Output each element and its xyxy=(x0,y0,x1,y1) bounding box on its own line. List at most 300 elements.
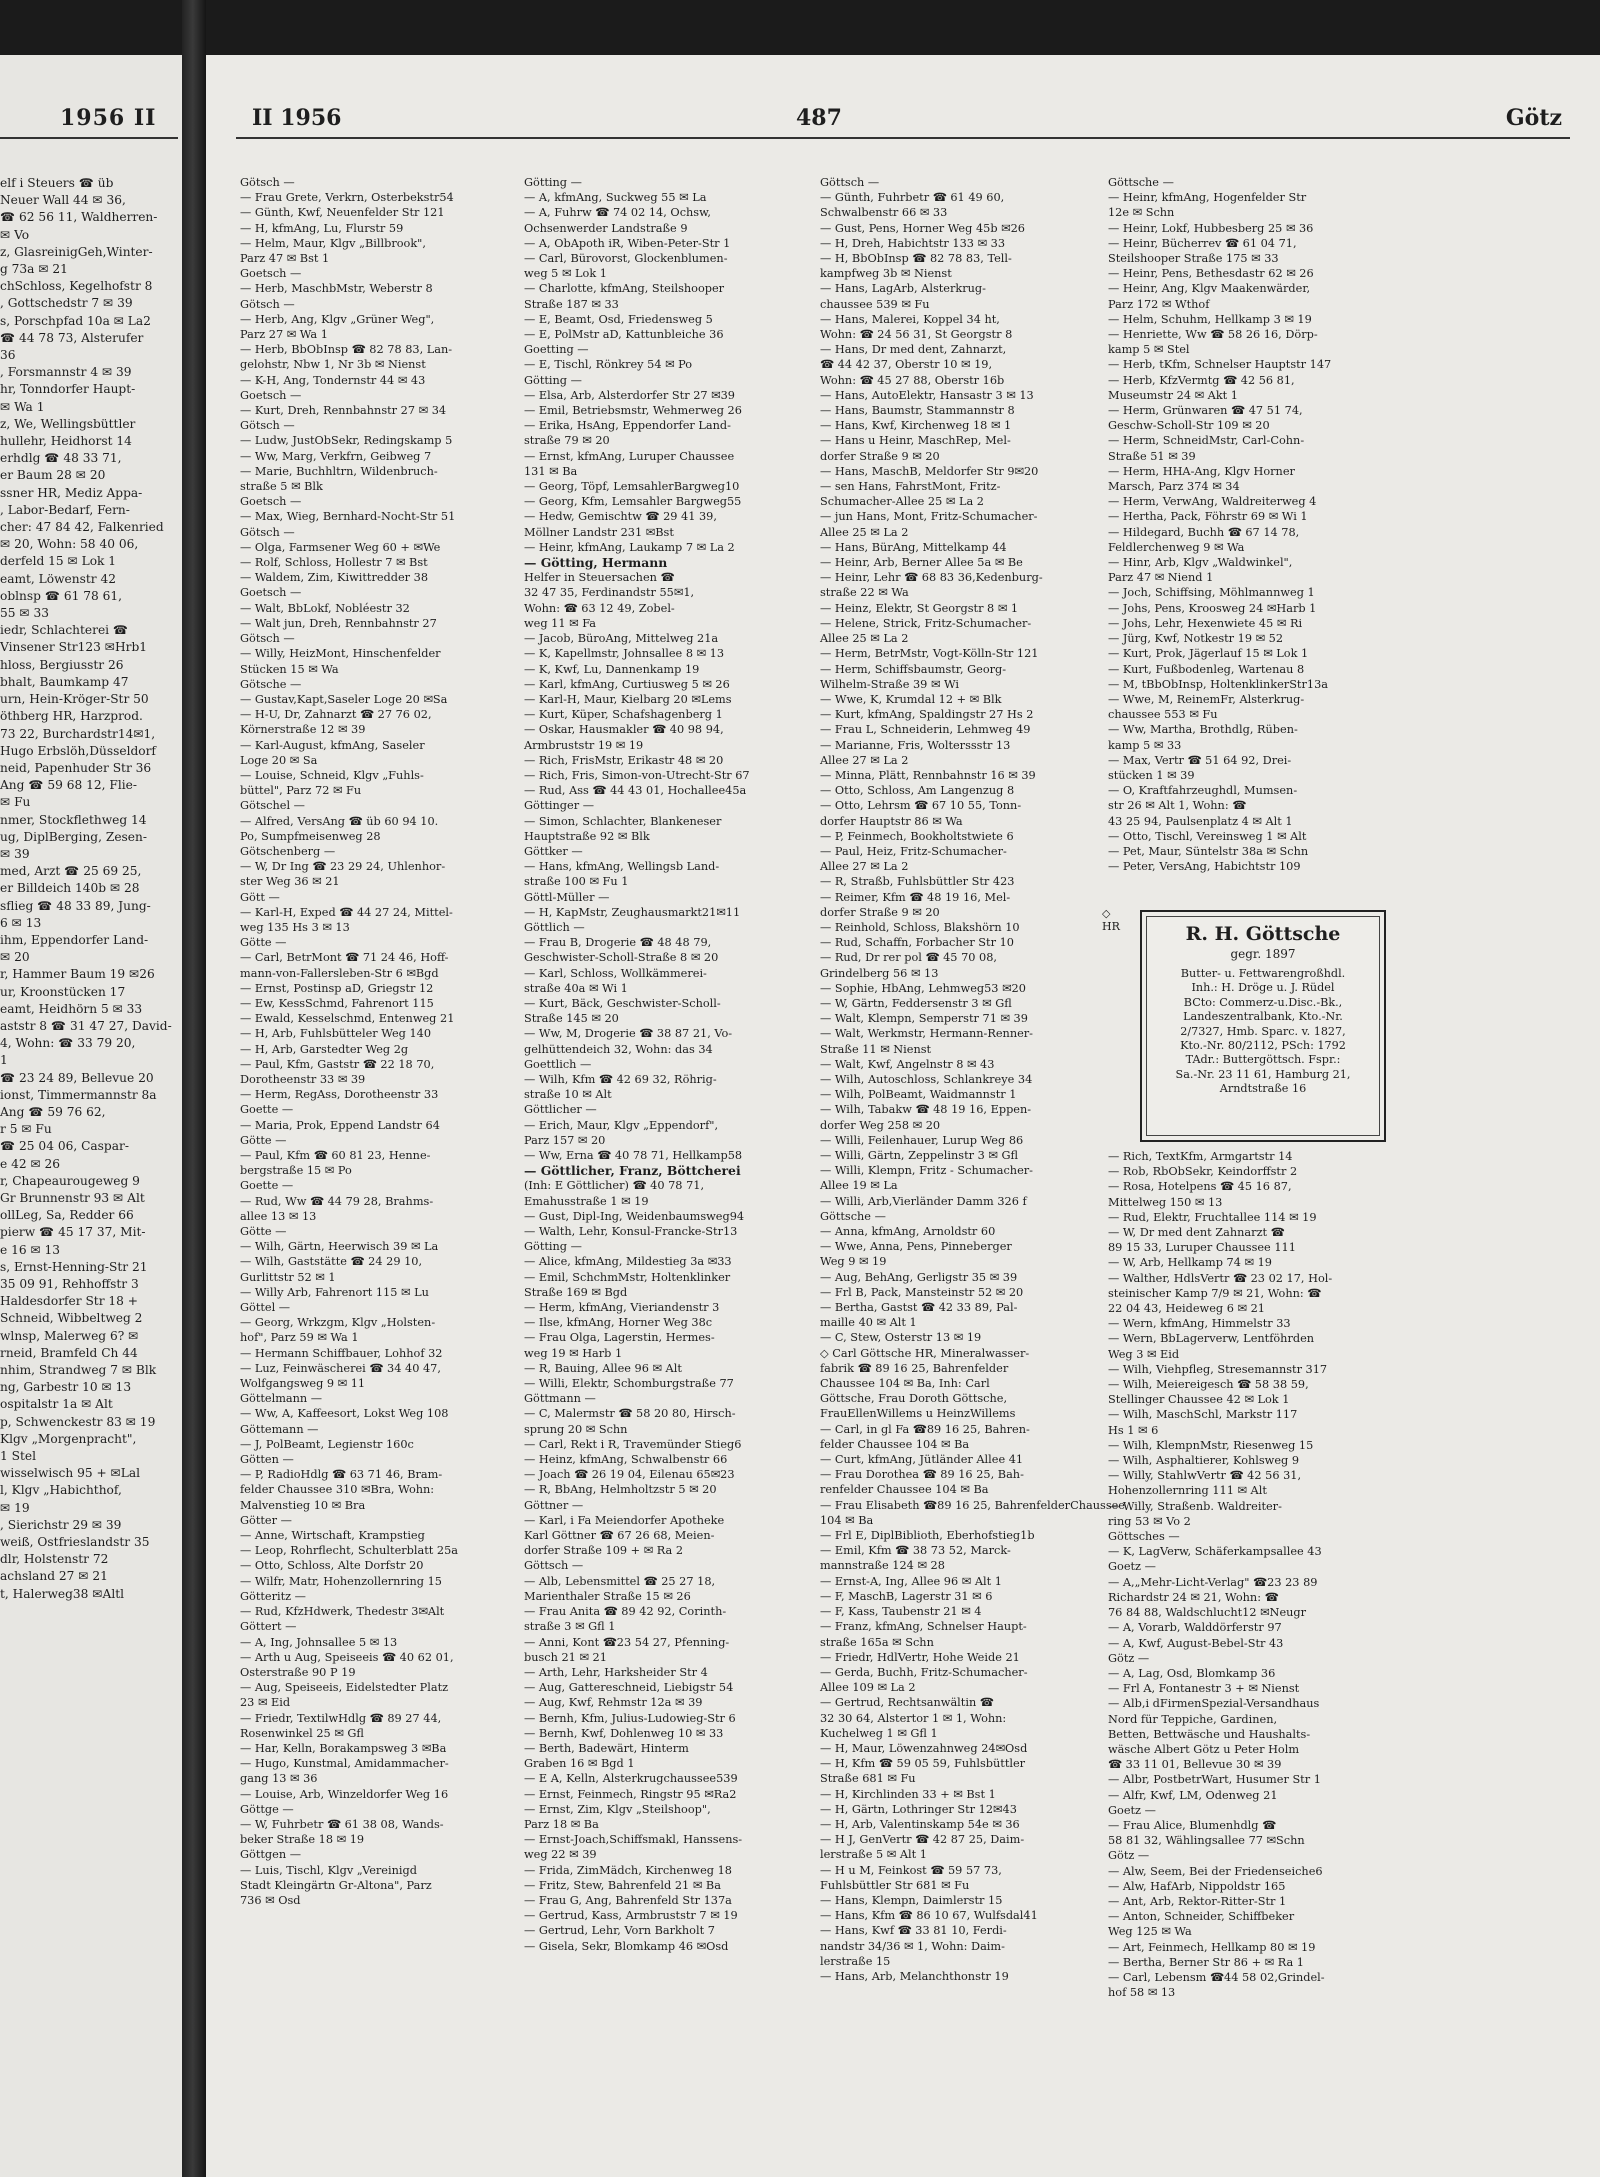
directory-entry-line: 89 15 33, Luruper Chaussee 111 xyxy=(1108,1241,1296,1255)
directory-entry-line: — Ernst, Postinsp aD, Griegstr 12 xyxy=(240,981,434,995)
directory-entry-line: — Wwe, K, Krumdal 12 + ✉ Blk xyxy=(820,692,1002,706)
directory-entry-line: Goetting — xyxy=(524,343,589,357)
directory-entry-line: — Arth u Aug, Speiseeis ☎ 40 62 01, xyxy=(240,1650,454,1664)
directory-entry-line: — Erika, HsAng, Eppendorfer Land- xyxy=(524,419,731,433)
directory-entry-line: — Wilh, Tabakw ☎ 48 19 16, Eppen- xyxy=(820,1103,1032,1117)
directory-entry-line: — Frida, ZimMädch, Kirchenweg 18 xyxy=(524,1863,732,1877)
directory-entry-line: maille 40 ✉ Alt 1 xyxy=(820,1316,917,1330)
directory-entry-line: urn, Hein-Kröger-Str 50 xyxy=(0,692,149,707)
directory-entry-line: — Willi, Feilenhauer, Lurup Weg 86 xyxy=(820,1133,1024,1147)
directory-entry-line: — Georg, Kfm, Lemsahler Bargweg55 xyxy=(524,495,742,509)
directory-entry-line: straße 22 ✉ Wa xyxy=(820,586,909,600)
directory-entry-line: — Kurt, Fußbodenleg, Wartenau 8 xyxy=(1108,662,1305,676)
directory-entry-line: TAdr.: Buttergöttsch. Fspr.: xyxy=(1185,1053,1341,1067)
directory-entry-line: — Aug, Speiseeis, Eidelstedter Platz xyxy=(240,1681,449,1695)
directory-entry-line: — Frl B, Pack, Mansteinstr 52 ✉ 20 xyxy=(820,1285,1024,1299)
directory-entry-line: — Rud, KfzHdwerk, Thedestr 3✉Alt xyxy=(240,1605,445,1619)
directory-entry-line: achsland 27 ✉ 21 xyxy=(0,1569,108,1584)
directory-entry-line: — Bernh, Kfm, Julius-Ludowieg-Str 6 xyxy=(524,1711,736,1725)
directory-entry-line: — Karl, Schloss, Wollkämmerei- xyxy=(524,966,707,980)
directory-entry-line: — Gertrud, Rechtsanwältin ☎ xyxy=(820,1696,994,1710)
directory-entry-line: — Anne, Wirtschaft, Krampstieg xyxy=(240,1529,425,1543)
directory-entry-line: Allee 27 ✉ La 2 xyxy=(820,753,909,767)
directory-entry-line: Göttsch — xyxy=(524,1559,584,1573)
directory-entry-line: Allee 109 ✉ La 2 xyxy=(820,1681,916,1695)
directory-entry-line: — Emil, Betriebsmstr, Wehmerweg 26 xyxy=(524,404,742,418)
directory-entry-line: — H, BbObInsp ☎ 82 78 83, Tell- xyxy=(820,252,1012,266)
directory-entry-line: — Walt, Kwf, Angelnstr 8 ✉ 43 xyxy=(820,1057,995,1071)
directory-entry-line: FrauEllenWillems u HeinzWillems xyxy=(820,1407,1016,1421)
directory-entry-line: Kto.-Nr. 80/2112, PSch: 1792 xyxy=(1180,1039,1346,1053)
directory-entry-line: , Sierichstr 29 ✉ 39 xyxy=(0,1517,122,1532)
directory-entry-line: — Willy, HeizMont, Hinschenfelder xyxy=(240,647,441,661)
advertisement-founded: gegr. 1897 xyxy=(1230,947,1296,961)
directory-entry-line: busch 21 ✉ 21 xyxy=(524,1650,607,1664)
ad-marker: ◇ HR xyxy=(1102,907,1120,933)
directory-entry-line: Götschel — xyxy=(240,799,305,813)
directory-entry-line: — Wilh, Viehpfleg, Stresemannstr 317 xyxy=(1108,1362,1328,1376)
directory-entry-line: Marienthaler Straße 15 ✉ 26 xyxy=(524,1589,691,1603)
directory-entry-line: — H, kfmAng, Lu, Flurstr 59 xyxy=(240,221,404,235)
directory-entry-line: Helfer in Steuersachen ☎ xyxy=(524,571,675,585)
directory-entry-line: — Heinr, Arb, Berner Allee 5a ✉ Be xyxy=(820,556,1023,570)
directory-entry-line: , Gottschedstr 7 ✉ 39 xyxy=(0,296,133,311)
directory-entry-line: Goette — xyxy=(240,1179,294,1193)
directory-entry-line: Göttinger — xyxy=(524,799,594,813)
directory-entry-line: — K, Kapellmstr, Johnsallee 8 ✉ 13 xyxy=(524,647,725,661)
directory-entry-line: 73 22, Burchardstr14✉1, xyxy=(0,726,156,741)
directory-entry-line: — Wilh, Kfm ☎ 42 69 32, Röhrig- xyxy=(524,1072,717,1086)
directory-entry-line: Göttlich — xyxy=(524,920,585,934)
directory-entry-line: — Göttlicher, Franz, Böttcherei xyxy=(524,1163,741,1179)
directory-entry-line: 43 25 94, Paulsenplatz 4 ✉ Alt 1 xyxy=(1108,814,1293,828)
directory-entry-line: Göttge — xyxy=(240,1802,294,1816)
directory-entry-line: — Carl, in gl Fa ☎89 16 25, Bahren- xyxy=(820,1422,1030,1436)
directory-entry-line: Parz 172 ✉ Wthof xyxy=(1108,297,1210,311)
directory-entry-line: — E, Tischl, Rönkrey 54 ✉ Po xyxy=(524,358,693,372)
directory-entry-line: — Paul, Kfm, Gaststr ☎ 22 18 70, xyxy=(240,1057,435,1071)
directory-entry-line: — Helene, Strick, Fritz-Schumacher- xyxy=(820,616,1032,630)
directory-entry-line: BCto: Commerz-u.Disc.-Bk., xyxy=(1183,995,1343,1009)
directory-entry-line: Götz — xyxy=(1108,1651,1150,1665)
directory-entry-line: Gr Brunnenstr 93 ✉ Alt xyxy=(0,1190,145,1205)
directory-entry-line: — H u M, Feinkost ☎ 59 57 73, xyxy=(820,1863,1002,1877)
directory-entry-line: chaussee 539 ✉ Fu xyxy=(820,297,930,311)
directory-entry-line: r, Chapeaurougeweg 9 xyxy=(0,1173,140,1188)
directory-entry-line: — H, Kirchlinden 33 + ✉ Bst 1 xyxy=(820,1787,996,1801)
directory-entry-line: — Hans, Baumstr, Stammannstr 8 xyxy=(820,404,1015,418)
directory-entry-line: — H, Arb, Fuhlsbütteler Weg 140 xyxy=(240,1027,432,1041)
directory-entry-line: , Labor-Bedarf, Fern- xyxy=(0,502,130,517)
directory-entry-line: Ang ☎ 59 68 12, Flie- xyxy=(0,778,137,793)
directory-entry-line: ✉ 19 xyxy=(0,1500,30,1515)
directory-entry-line: ster Weg 36 ✉ 21 xyxy=(240,875,340,889)
directory-entry-line: 76 84 88, Waldschlucht12 ✉Neugr xyxy=(1108,1606,1307,1620)
directory-entry-line: — R, Bauing, Allee 96 ✉ Alt xyxy=(524,1361,682,1375)
directory-entry-line: — Simon, Schlachter, Blankeneser xyxy=(524,814,722,828)
directory-entry-line: — Helm, Schuhm, Hellkamp 3 ✉ 19 xyxy=(1108,312,1312,326)
directory-entry-line: gelohstr, Nbw 1, Nr 3b ✉ Nienst xyxy=(240,358,426,372)
directory-entry-line: lerstraße 5 ✉ Alt 1 xyxy=(820,1848,927,1862)
directory-entry-line: — Karl, i Fa Meiendorfer Apotheke xyxy=(524,1513,725,1527)
directory-entry-line: — H-U, Dr, Zahnarzt ☎ 27 76 02, xyxy=(240,708,432,722)
directory-entry-line: — Kurt, kfmAng, Spaldingstr 27 Hs 2 xyxy=(820,708,1034,722)
directory-entry-line: Göttemann — xyxy=(240,1422,319,1436)
directory-entry-line: ☎ 23 24 89, Bellevue 20 xyxy=(0,1070,154,1085)
directory-entry-line: — Willy Arb, Fahrenort 115 ✉ Lu xyxy=(240,1285,429,1299)
directory-entry-line: z, GlasreinigGeh,Winter- xyxy=(0,244,153,259)
directory-entry-line: — Wilh, MaschSchl, Markstr 117 xyxy=(1108,1408,1298,1422)
directory-entry-line: Klgv „Morgenpracht", xyxy=(0,1431,137,1446)
directory-entry-line: — Günth, Fuhrbetr ☎ 61 49 60, xyxy=(820,191,1005,205)
directory-entry-line: — Georg, Wrkzgm, Klgv „Holsten- xyxy=(240,1316,436,1330)
directory-entry-line: Emahusstraße 1 ✉ 19 xyxy=(524,1194,649,1208)
directory-entry-line: straße 79 ✉ 20 xyxy=(524,434,610,448)
directory-entry-line: — Elsa, Arb, Alsterdorfer Str 27 ✉39 xyxy=(524,388,735,402)
directory-entry-line: — Wern, BbLagerverw, Lentföhrden xyxy=(1108,1332,1315,1346)
directory-entry-line: Götting — xyxy=(524,1240,582,1254)
directory-entry-line: — Curt, kfmAng, Jütländer Allee 41 xyxy=(820,1453,1024,1467)
directory-entry-line: — Sophie, HbAng, Lehmweg53 ✉20 xyxy=(820,981,1026,995)
directory-entry-line: — Karl-H, Maur, Kielbarg 20 ✉Lems xyxy=(524,692,732,706)
directory-entry-line: — Frau Dorothea ☎ 89 16 25, Bah- xyxy=(820,1468,1024,1482)
directory-entry-line: — Walt, BbLokf, Nobléestr 32 xyxy=(240,601,410,615)
directory-entry-line: — Louise, Arb, Winzeldorfer Weg 16 xyxy=(240,1787,449,1801)
directory-entry-line: felder Chaussee 310 ✉Bra, Wohn: xyxy=(240,1483,435,1497)
directory-entry-line: — Heinr, Ang, Klgv Maakenwärder, xyxy=(1108,282,1311,296)
directory-entry-line: bergstraße 15 ✉ Po xyxy=(240,1164,352,1178)
directory-entry-line: Weg 9 ✉ 19 xyxy=(820,1255,887,1269)
directory-entry-line: — Alw, Seem, Bei der Friedenseiche6 xyxy=(1108,1864,1323,1878)
directory-entry-line: kamp 5 ✉ Stel xyxy=(1108,343,1190,357)
directory-entry-line: 32 47 35, Ferdinandstr 55✉1, xyxy=(524,586,695,600)
directory-entry-line: sprung 20 ✉ Schn xyxy=(524,1422,628,1436)
directory-entry-line: — Peter, VersAng, Habichtstr 109 xyxy=(1108,860,1301,874)
directory-entry-line: — Rich, FrisMstr, Erikastr 48 ✉ 20 xyxy=(524,753,724,767)
directory-entry-line: — K, Kwf, Lu, Dannenkamp 19 xyxy=(524,662,700,676)
directory-entry-line: — Fritz, Stew, Bahrenfeld 21 ✉ Ba xyxy=(524,1878,721,1892)
directory-entry-line: Loge 20 ✉ Sa xyxy=(240,753,318,767)
directory-entry-line: — H, KapMstr, Zeughausmarkt21✉11 xyxy=(524,905,741,919)
directory-entry-line: — A, Kwf, August-Bebel-Str 43 xyxy=(1108,1636,1284,1650)
directory-entry-line: Göttsche, Frau Doroth Göttsche, xyxy=(820,1392,1008,1406)
directory-entry-line: — Ew, KessSchmd, Fahrenort 115 xyxy=(240,996,434,1010)
directory-entry-line: Körnerstraße 12 ✉ 39 xyxy=(240,723,366,737)
directory-entry-line: — Hans u Heinr, MaschRep, Mel- xyxy=(820,434,1011,448)
directory-entry-line: — Rud, Elektr, Fruchtallee 114 ✉ 19 xyxy=(1108,1210,1317,1224)
directory-entry-line: — Wilh, Meiereigesch ☎ 58 38 59, xyxy=(1108,1378,1309,1392)
directory-entry-line: — A, Lag, Osd, Blomkamp 36 xyxy=(1108,1666,1276,1680)
directory-column-4-top xyxy=(1108,175,1378,874)
directory-entry-line: — Herb, tKfm, Schnelser Hauptstr 147 xyxy=(1108,358,1332,372)
directory-entry-line: Neuer Wall 44 ✉ 36, xyxy=(0,193,126,208)
directory-entry-line: 6 ✉ 13 xyxy=(0,915,42,930)
directory-entry-line: Goettlich — xyxy=(524,1057,592,1071)
directory-entry-line: Straße 51 ✉ 39 xyxy=(1108,449,1196,463)
directory-entry-line: — A,„Mehr-Licht-Verlag" ☎23 23 89 xyxy=(1108,1575,1318,1589)
directory-entry-line: — Hans, Dr med dent, Zahnarzt, xyxy=(820,343,1007,357)
book-gutter xyxy=(182,0,206,2177)
directory-entry-line: — H J, GenVertr ☎ 42 87 25, Daim- xyxy=(820,1833,1025,1847)
directory-entry-line: — Wwe, M, ReinemFr, Alsterkrug- xyxy=(1108,692,1305,706)
directory-entry-line: — Emil, SchchmMstr, Holtenklinker xyxy=(524,1270,731,1284)
directory-entry-line: Parz 47 ✉ Niend 1 xyxy=(1108,571,1214,585)
directory-entry-line: — Louise, Schneid, Klgv „Fuhls- xyxy=(240,768,424,782)
directory-entry-line: nmer, Stockflethweg 14 xyxy=(0,812,147,827)
directory-entry-line: — C, Malermstr ☎ 58 20 80, Hirsch- xyxy=(524,1407,736,1421)
directory-entry-line: stücken 1 ✉ 39 xyxy=(1108,768,1195,782)
directory-entry-line: mann-von-Fallersleben-Str 6 ✉Bgd xyxy=(240,966,439,980)
directory-entry-line: ✉ Vo xyxy=(0,227,30,242)
directory-entry-line: sflieg ☎ 48 33 89, Jung- xyxy=(0,898,151,913)
directory-entry-line: Gurlittstr 52 ✉ 1 xyxy=(240,1270,336,1284)
directory-entry-line: — Franz, kfmAng, Schnelser Haupt- xyxy=(820,1620,1027,1634)
directory-entry-line: — Hildegard, Buchh ☎ 67 14 78, xyxy=(1108,525,1300,539)
directory-entry-line: — A, ObApoth iR, Wiben-Peter-Str 1 xyxy=(524,236,731,250)
directory-entry-line: straße 100 ✉ Fu 1 xyxy=(524,875,629,889)
directory-entry-line: — Georg, Töpf, LemsahlerBargweg10 xyxy=(524,480,740,494)
directory-entry-line: — Reinhold, Schloss, Blakshörn 10 xyxy=(820,920,1020,934)
directory-entry-line: ☎ 44 42 37, Oberstr 10 ✉ 19, xyxy=(820,358,993,372)
directory-entry-line: — A, Fuhrw ☎ 74 02 14, Ochsw, xyxy=(524,206,712,220)
directory-entry-line: — Hertha, Pack, Föhrstr 69 ✉ Wi 1 xyxy=(1108,510,1308,524)
directory-entry-line: Butter- u. Fettwarengroßhdl. xyxy=(1180,967,1346,980)
directory-entry-line: beker Straße 18 ✉ 19 xyxy=(240,1833,365,1847)
directory-entry-line: — Heinr, Lokf, Hubbesberg 25 ✉ 36 xyxy=(1108,221,1314,235)
directory-entry-line: — Johs, Pens, Kroosweg 24 ✉Harb 1 xyxy=(1108,601,1317,615)
directory-entry-line: Fuhlsbüttler Str 681 ✉ Fu xyxy=(820,1878,970,1892)
directory-entry-line: — Frl E, DiplBiblioth, Eberhofstieg1b xyxy=(820,1529,1035,1543)
directory-entry-line: — Kurt, Prok, Jägerlauf 15 ✉ Lok 1 xyxy=(1108,647,1309,661)
directory-entry-line: — Alfr, Kwf, LM, Odenweg 21 xyxy=(1108,1788,1278,1802)
directory-entry-line: Götsch — xyxy=(240,419,295,433)
directory-entry-line: Inh.: H. Dröge u. J. Rüdel xyxy=(1191,981,1335,995)
directory-entry-line: ionst, Timmermannstr 8a xyxy=(0,1087,157,1102)
directory-entry-line: Hauptstraße 92 ✉ Blk xyxy=(524,829,650,843)
directory-entry-line: Kuchelweg 1 ✉ Gfl 1 xyxy=(820,1726,938,1740)
directory-entry-line: Göttel — xyxy=(240,1301,291,1315)
directory-entry-line: — Willi, Gärtn, Zeppelinstr 3 ✉ Gfl xyxy=(820,1149,1018,1162)
directory-entry-line: Göttlicher — xyxy=(524,1103,597,1117)
directory-entry-line: — Ernst-A, Ing, Allee 96 ✉ Alt 1 xyxy=(820,1574,1002,1588)
directory-entry-line: — Ernst, Feinmech, Ringstr 95 ✉Ra2 xyxy=(524,1787,737,1801)
directory-entry-line: — Herm, RegAss, Dorotheenstr 33 xyxy=(240,1088,439,1102)
directory-entry-line: — Har, Kelln, Borakampsweg 3 ✉Ba xyxy=(240,1741,447,1755)
directory-entry-line: — Hans, Kwf ☎ 33 81 10, Ferdi- xyxy=(820,1924,1007,1938)
directory-entry-line: — jun Hans, Mont, Fritz-Schumacher- xyxy=(820,510,1038,524)
directory-entry-line: — Minna, Plätt, Rennbahnstr 16 ✉ 39 xyxy=(820,768,1036,782)
directory-entry-line: gelhüttendeich 32, Wohn: das 34 xyxy=(524,1042,713,1056)
directory-entry-line: — Alice, kfmAng, Mildestieg 3a ✉33 xyxy=(524,1255,732,1269)
directory-entry-line: — A, Vorarb, Walddörferstr 97 xyxy=(1108,1621,1282,1635)
directory-entry-line: ✉ Wa 1 xyxy=(0,399,45,414)
directory-entry-line: Straße 145 ✉ 20 xyxy=(524,1012,619,1026)
directory-entry-line: — Frau Olga, Lagerstin, Hermes- xyxy=(524,1331,715,1345)
directory-entry-line: — Carl, Rekt i R, Travemünder Stieg6 xyxy=(524,1437,742,1451)
directory-entry-line: Graben 16 ✉ Bgd 1 xyxy=(524,1757,635,1771)
directory-entry-line: r, Hammer Baum 19 ✉26 xyxy=(0,967,155,982)
directory-entry-line: r 5 ✉ Fu xyxy=(0,1122,52,1137)
directory-entry-line: — Gustav,Kapt,Saseler Loge 20 ✉Sa xyxy=(240,692,448,706)
directory-entry-line: — Heinr, kfmAng, Hogenfelder Str xyxy=(1108,191,1307,205)
directory-entry-line: — Aug, Kwf, Rehmstr 12a ✉ 39 xyxy=(524,1696,703,1710)
directory-entry-line: Götting — xyxy=(524,373,582,387)
directory-entry-line: — Frau B, Drogerie ☎ 48 48 79, xyxy=(524,936,712,950)
directory-entry-line: — Ewald, Kesselschmd, Entenweg 21 xyxy=(240,1012,455,1026)
directory-entry-line: — Ernst, Zim, Klgv „Steilshoop", xyxy=(524,1802,711,1816)
directory-entry-line: weg 11 ✉ Fa xyxy=(524,616,597,630)
directory-entry-line: Göttl-Müller — xyxy=(524,890,610,904)
directory-entry-line: — Olga, Farmsener Weg 60 + ✉We xyxy=(240,540,441,554)
directory-entry-line: Chaussee 104 ✉ Ba, Inh: Carl xyxy=(820,1377,990,1391)
directory-entry-line: — O, Kraftfahrzeughdl, Mumsen- xyxy=(1108,784,1298,798)
directory-entry-line: — H, Gärtn, Lothringer Str 12✉43 xyxy=(820,1802,1017,1816)
directory-entry-line: — Rich, TextKfm, Armgartstr 14 xyxy=(1108,1150,1293,1163)
directory-entry-line: büttel", Parz 72 ✉ Fu xyxy=(240,784,362,798)
directory-entry-line: straße 40a ✉ Wi 1 xyxy=(524,981,628,995)
directory-entry-line: — Aug, BehAng, Gerligstr 35 ✉ 39 xyxy=(820,1270,1018,1284)
directory-entry-line: — Bernh, Kwf, Dohlenweg 10 ✉ 33 xyxy=(524,1726,724,1740)
directory-entry-line: — Erich, Maur, Klgv „Eppendorf", xyxy=(524,1118,719,1132)
directory-entry-line: Göttsche — xyxy=(1108,176,1174,189)
directory-entry-line: Karl Göttner ☎ 67 26 68, Meien- xyxy=(524,1529,715,1543)
directory-entry-line: kamp 5 ✉ 33 xyxy=(1108,738,1182,752)
directory-entry-line: p, Schwenckestr 83 ✉ 19 xyxy=(0,1414,156,1429)
directory-entry-line: 104 ✉ Ba xyxy=(820,1513,874,1527)
directory-entry-line: — Willy, StahlwVertr ☎ 42 56 31, xyxy=(1108,1469,1302,1483)
directory-entry-line: — Luis, Tischl, Klgv „Vereinigd xyxy=(240,1863,417,1877)
directory-entry-line: — W, Fuhrbetr ☎ 61 38 08, Wands- xyxy=(240,1817,444,1831)
directory-entry-line: Götte — xyxy=(240,1225,287,1239)
directory-entry-line: — C, Stew, Osterstr 13 ✉ 19 xyxy=(820,1331,982,1345)
directory-entry-line: — Hinr, Arb, Klgv „Waldwinkel", xyxy=(1108,556,1293,570)
directory-entry-line: g 73a ✉ 21 xyxy=(0,262,68,277)
directory-entry-line: — W, Dr med dent Zahnarzt ☎ xyxy=(1108,1226,1285,1240)
directory-entry-line: — Rob, RbObSekr, Keindorffstr 2 xyxy=(1108,1165,1298,1179)
directory-entry-line: hof 58 ✉ 13 xyxy=(1108,1986,1176,2000)
directory-entry-line: mannstraße 124 ✉ 28 xyxy=(820,1559,945,1573)
directory-entry-line: — Ww, Erna ☎ 40 78 71, Hellkamp58 xyxy=(524,1149,743,1162)
directory-entry-line: weg 135 Hs 3 ✉ 13 xyxy=(240,920,350,934)
directory-entry-line: Goetz — xyxy=(1108,1803,1156,1817)
directory-entry-line: — Alb, Lebensmittel ☎ 25 27 18, xyxy=(524,1574,716,1588)
directory-entry-line: — Wilh, KlempnMstr, Riesenweg 15 xyxy=(1108,1438,1314,1452)
directory-entry-line: ur, Kroonstücken 17 xyxy=(0,984,126,999)
directory-entry-line: — Frau G, Ang, Bahrenfeld Str 137a xyxy=(524,1893,732,1907)
directory-entry-line: — Marianne, Fris, Wolterssstr 13 xyxy=(820,738,1011,752)
directory-entry-line: — Frau Anita ☎ 89 42 92, Corinth- xyxy=(524,1605,727,1619)
directory-entry-line: wlnsp, Malerweg 6? ✉ xyxy=(0,1328,139,1343)
directory-entry-line: — Walther, HdlsVertr ☎ 23 02 17, Hol- xyxy=(1108,1271,1333,1285)
directory-entry-line: — Waldem, Zim, Kiwittredder 38 xyxy=(240,571,429,585)
directory-entry-line: Ang ☎ 59 76 62, xyxy=(0,1104,106,1119)
directory-entry-line: — Friedr, TextilwHdlg ☎ 89 27 44, xyxy=(240,1711,442,1725)
directory-column-4-bottom xyxy=(1108,1149,1378,2000)
directory-entry-line: 35 09 91, Rehhoffstr 3 xyxy=(0,1277,139,1291)
directory-entry-line: — Rud, Dr rer pol ☎ 45 70 08, xyxy=(820,951,998,965)
directory-entry-line: — Hermann Schiffbauer, Lohhof 32 xyxy=(240,1346,443,1360)
directory-entry-line: Dorotheenstr 33 ✉ 39 xyxy=(240,1072,366,1086)
directory-entry-line: — Jürg, Kwf, Notkestr 19 ✉ 52 xyxy=(1108,632,1284,646)
directory-entry-line: Malvenstieg 10 ✉ Bra xyxy=(240,1498,366,1512)
directory-entry-line: — Carl, Lebensm ☎44 58 02,Grindel- xyxy=(1108,1970,1325,1984)
directory-entry-line: Grindelberg 56 ✉ 13 xyxy=(820,966,939,980)
directory-entry-line: t, Halerweg38 ✉Altl xyxy=(0,1586,125,1601)
directory-entry-line: — Wilh, Asphaltierer, Kohlsweg 9 xyxy=(1108,1454,1300,1468)
directory-entry-line: (Inh: E Göttlicher) ☎ 40 78 71, xyxy=(524,1179,705,1193)
directory-entry-line: — W, Arb, Hellkamp 74 ✉ 19 xyxy=(1108,1256,1272,1270)
directory-entry-line: — Gisela, Sekr, Blomkamp 46 ✉Osd xyxy=(524,1939,729,1953)
directory-entry-line: dorfer Straße 9 ✉ 20 xyxy=(820,449,940,463)
directory-entry-line: dorfer Hauptstr 86 ✉ Wa xyxy=(820,814,963,828)
directory-entry-line: — Arth, Lehr, Harksheider Str 4 xyxy=(524,1665,708,1679)
directory-entry-line: — Herm, kfmAng, Vieriandenstr 3 xyxy=(524,1301,720,1315)
directory-entry-line: Götte — xyxy=(240,1133,287,1147)
directory-entry-line: Weg 125 ✉ Wa xyxy=(1108,1925,1192,1939)
directory-entry-line: — Karl-H, Exped ☎ 44 27 24, Mittel- xyxy=(240,905,453,919)
directory-entry-line: — Willi, Klempn, Fritz - Schumacher- xyxy=(820,1164,1033,1178)
directory-entry-line: — Rosa, Hotelpens ☎ 45 16 87, xyxy=(1108,1180,1292,1194)
directory-entry-line: Geschwister-Scholl-Straße 8 ✉ 20 xyxy=(524,951,719,965)
directory-entry-line: Gött — xyxy=(240,890,280,904)
directory-entry-line: Mittelweg 150 ✉ 13 xyxy=(1108,1195,1223,1209)
directory-entry-line: — Wilh, Autoschloss, Schlankreye 34 xyxy=(820,1072,1033,1086)
directory-entry-line: Parz 47 ✉ Bst 1 xyxy=(240,252,330,266)
directory-entry-line: — Willi, Arb,Vierländer Damm 326 f xyxy=(820,1194,1027,1208)
directory-entry-line: Arndtstraße 16 xyxy=(1219,1082,1307,1096)
directory-entry-line: Armbruststr 19 ✉ 19 xyxy=(524,738,644,752)
directory-entry-line: — Emil, Kfm ☎ 38 73 52, Marck- xyxy=(820,1544,1011,1558)
right-page xyxy=(206,55,1600,2177)
directory-entry-line: — Wern, kfmAng, Himmelstr 33 xyxy=(1108,1317,1291,1331)
directory-entry-line: — Alb,i dFirmenSpezial-Versandhaus xyxy=(1108,1697,1320,1711)
directory-entry-line: — Albr, PostbetrWart, Husumer Str 1 xyxy=(1108,1773,1321,1787)
directory-entry-line: — Ww, Marg, Verkfrn, Geibweg 7 xyxy=(240,449,432,463)
directory-entry-line: hloss, Bergiusstr 26 xyxy=(0,657,124,672)
directory-entry-line: ☎ 33 11 01, Bellevue 30 ✉ 39 xyxy=(1108,1758,1282,1772)
directory-entry-line: ✉ 20, Wohn: 58 40 06, xyxy=(0,537,139,552)
directory-entry-line: — Max, Vertr ☎ 51 64 92, Drei- xyxy=(1108,753,1292,767)
directory-entry-line: — Wwe, Anna, Pens, Pinneberger xyxy=(820,1240,1012,1254)
directory-entry-line: Göttsches — xyxy=(1108,1530,1180,1544)
directory-entry-line: Götschenberg — xyxy=(240,844,336,858)
directory-entry-line: — K-H, Ang, Tondernstr 44 ✉ 43 xyxy=(240,373,426,387)
directory-entry-line: — E A, Kelln, Alsterkrugchaussee539 xyxy=(524,1772,738,1786)
directory-entry-line: — Herb, BbObInsp ☎ 82 78 83, Lan- xyxy=(240,343,453,357)
right-page-header-left: II 1956 xyxy=(252,105,342,131)
directory-entry-line: — Herb, Ang, Klgv „Grüner Weg", xyxy=(240,312,435,326)
directory-entry-line: ssner HR, Mediz Appa- xyxy=(0,485,143,500)
directory-entry-line: Götsch — xyxy=(240,297,295,311)
directory-entry-line: — Heinr, Lehr ☎ 68 83 36,Kedenburg- xyxy=(820,571,1043,585)
directory-entry-line: Göttgen — xyxy=(240,1848,301,1862)
directory-entry-line: chSchloss, Kegelhofstr 8 xyxy=(0,279,153,294)
directory-entry-line: — Paul, Heiz, Fritz-Schumacher- xyxy=(820,844,1007,858)
directory-entry-line: aststr 8 ☎ 31 47 27, David- xyxy=(0,1018,172,1033)
directory-entry-line: — Helm, Maur, Klgv „Billbrook", xyxy=(240,236,426,250)
directory-entry-line: — Karl-August, kfmAng, Saseler xyxy=(240,738,425,752)
directory-entry-line: — A, Ing, Johnsallee 5 ✉ 13 xyxy=(240,1635,398,1649)
directory-entry-line: — Gust, Dipl-Ing, Weidenbaumsweg94 xyxy=(524,1209,745,1223)
directory-entry-line: — Kurt, Bäck, Geschwister-Scholl- xyxy=(524,996,721,1010)
directory-entry-line: Wilhelm-Straße 39 ✉ Wi xyxy=(820,677,960,691)
directory-entry-line: wäsche Albert Götz u Peter Holm xyxy=(1108,1742,1300,1756)
directory-entry-line: — A, kfmAng, Suckweg 55 ✉ La xyxy=(524,191,707,205)
directory-entry-line: Parz 157 ✉ 20 xyxy=(524,1133,606,1147)
directory-entry-line: — Anni, Kont ☎23 54 27, Pfenning- xyxy=(524,1635,730,1649)
directory-entry-line: Goetsch — xyxy=(240,388,302,402)
directory-entry-line: — Heinz, kfmAng, Schwalbenstr 66 xyxy=(524,1453,728,1467)
